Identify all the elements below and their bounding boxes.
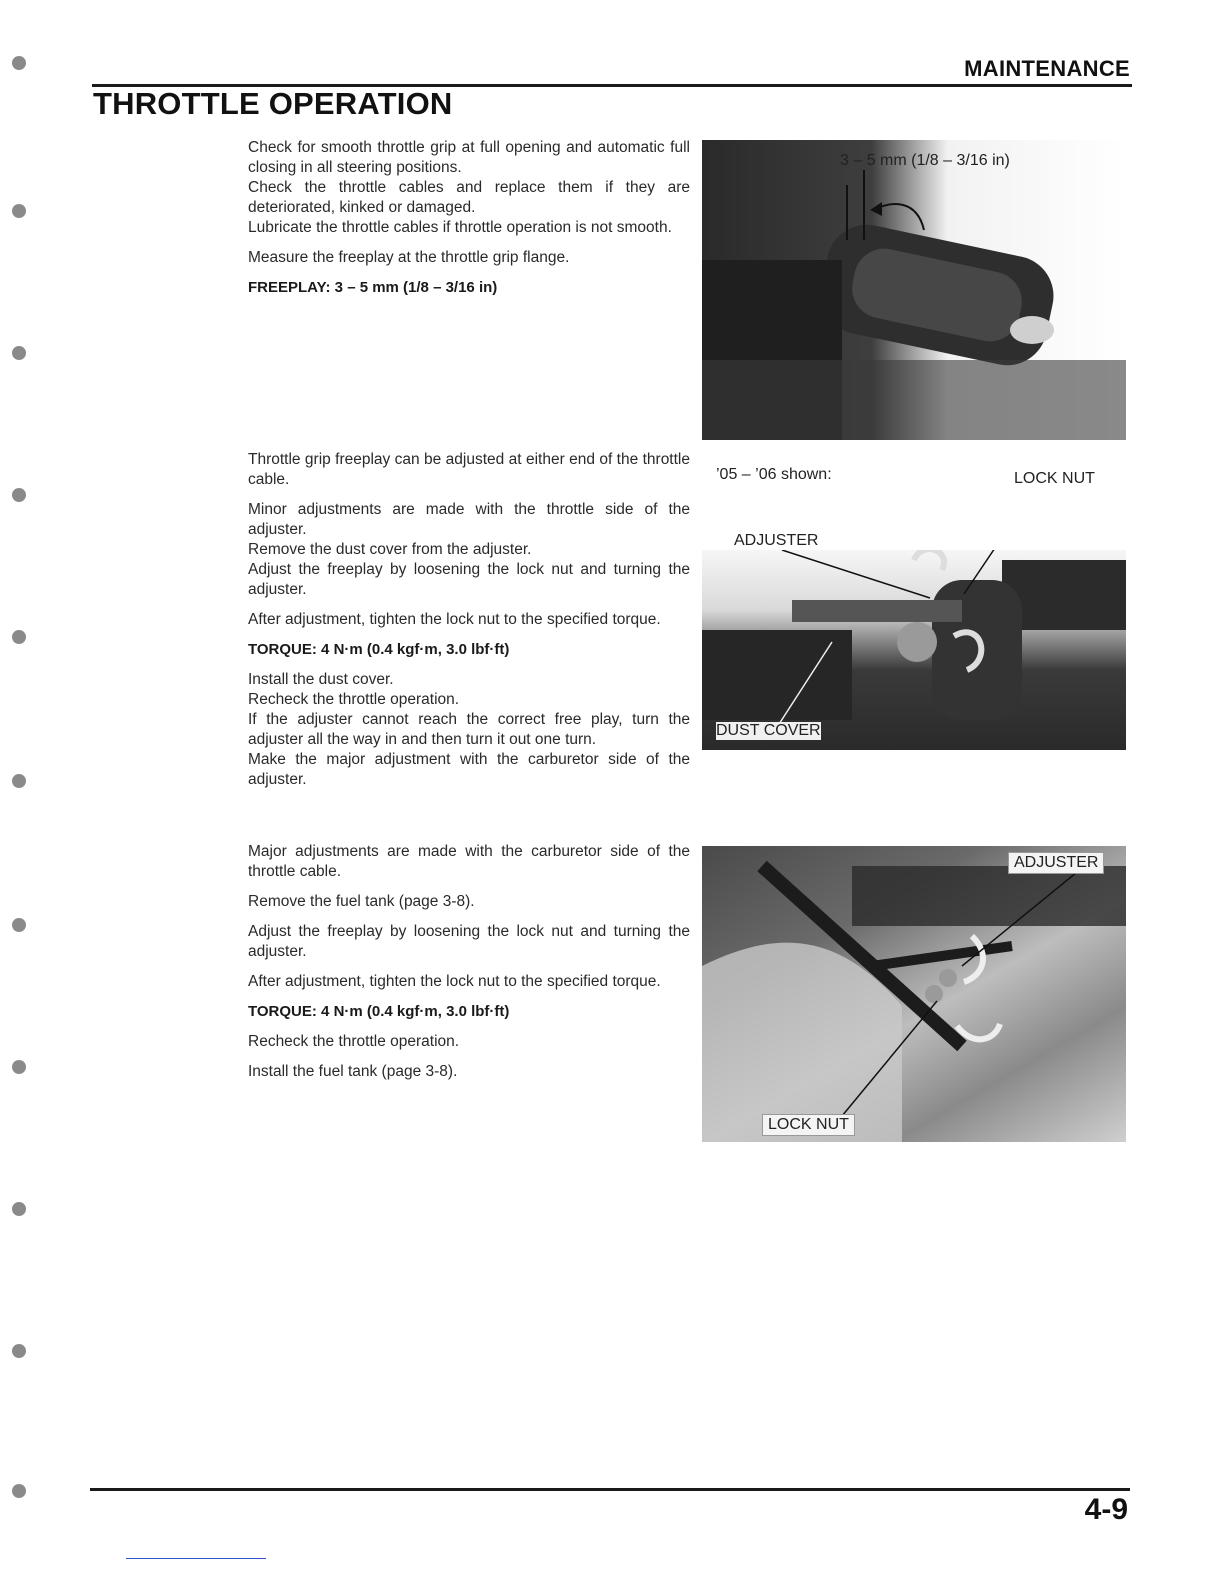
paragraph: Lubricate the throttle cables if throttle operation is not smooth. [248,219,672,236]
photo-carburetor-side-adjuster [702,846,1126,1142]
paragraph: Remove the dust cover from the adjuster. [248,541,532,558]
dust-cover-label: DUST COVER [716,722,821,739]
torque-spec: TORQUE: 4 N·m (0.4 kgf·m, 3.0 lbf·ft) [248,641,510,658]
text-block-minor-adjustment [248,450,690,790]
paragraph: Throttle grip freeplay can be adjusted at either end of the throttle cable. [248,451,690,488]
figure-caption: ’05 – ’06 shown: [716,466,832,483]
torque-spec: TORQUE: 4 N·m (0.4 kgf·m, 3.0 lbf·ft) [248,1003,510,1020]
binder-hole [12,56,26,70]
grip-illustration [702,140,1126,440]
binder-hole [12,1060,26,1074]
photo-throttle-grip [702,140,1126,440]
adjuster-label: ADJUSTER [1008,852,1104,874]
adjuster-illustration [702,550,1126,750]
binder-hole [12,1202,26,1216]
paragraph: After adjustment, tighten the lock nut to the specified torque. [248,611,661,628]
paragraph: Measure the freeplay at the throttle grip flange. [248,249,570,266]
binder-hole [12,488,26,502]
text-block-inspection [248,138,690,298]
binder-hole [12,1344,26,1358]
paragraph: Check for smooth throttle grip at full opening and automatic full closing in all steering positions. [248,139,690,176]
binder-hole [12,1484,26,1498]
binder-hole [12,630,26,644]
paragraph: Check the throttle cables and replace them if they are deteriorated, kinked or damaged. [248,179,690,216]
paragraph: Install the fuel tank (page 3-8). [248,1063,458,1080]
binder-hole [12,346,26,360]
paragraph: Major adjustments are made with the carburetor side of the throttle cable. [248,843,690,880]
footer-rule [90,1488,1130,1491]
text-block-major-adjustment [248,842,690,1082]
section-label: MAINTENANCE [964,56,1130,81]
carburetor-illustration [702,846,1126,1142]
paragraph: Remove the fuel tank (page 3-8). [248,893,475,910]
freeplay-spec: FREEPLAY: 3 – 5 mm (1/8 – 3/16 in) [248,279,498,296]
paragraph: After adjustment, tighten the lock nut to the specified torque. [248,973,661,990]
paragraph: If the adjuster cannot reach the correct free play, turn the adjuster all the way in and then turn it out one turn. [248,711,690,748]
paragraph: Minor adjustments are made with the throttle side of the adjuster. [248,501,690,538]
photo-throttle-side-adjuster [702,550,1126,750]
figure-throttle-side-adjuster [702,450,1126,760]
scan-artifact-line [126,1558,266,1559]
page-number: 4-9 [1084,1493,1128,1526]
adjuster-label: ADJUSTER [734,532,819,549]
paragraph: Adjust the freeplay by loosening the lock nut and turning the adjuster. [248,923,690,960]
paragraph: Recheck the throttle operation. [248,1033,460,1050]
binder-hole [12,774,26,788]
paragraph: Make the major adjustment with the carburetor side of the adjuster. [248,751,690,788]
lock-nut-label: LOCK NUT [762,1114,855,1136]
freeplay-callout: 3 – 5 mm (1/8 – 3/16 in) [840,152,1010,169]
paragraph: Adjust the freeplay by loosening the lock nut and turning the adjuster. [248,561,690,598]
paragraph: Install the dust cover. [248,671,394,688]
page-title: THROTTLE OPERATION [93,86,453,121]
binder-hole [12,918,26,932]
paragraph: Recheck the throttle operation. [248,691,460,708]
binder-hole [12,204,26,218]
lock-nut-label: LOCK NUT [1014,470,1095,487]
